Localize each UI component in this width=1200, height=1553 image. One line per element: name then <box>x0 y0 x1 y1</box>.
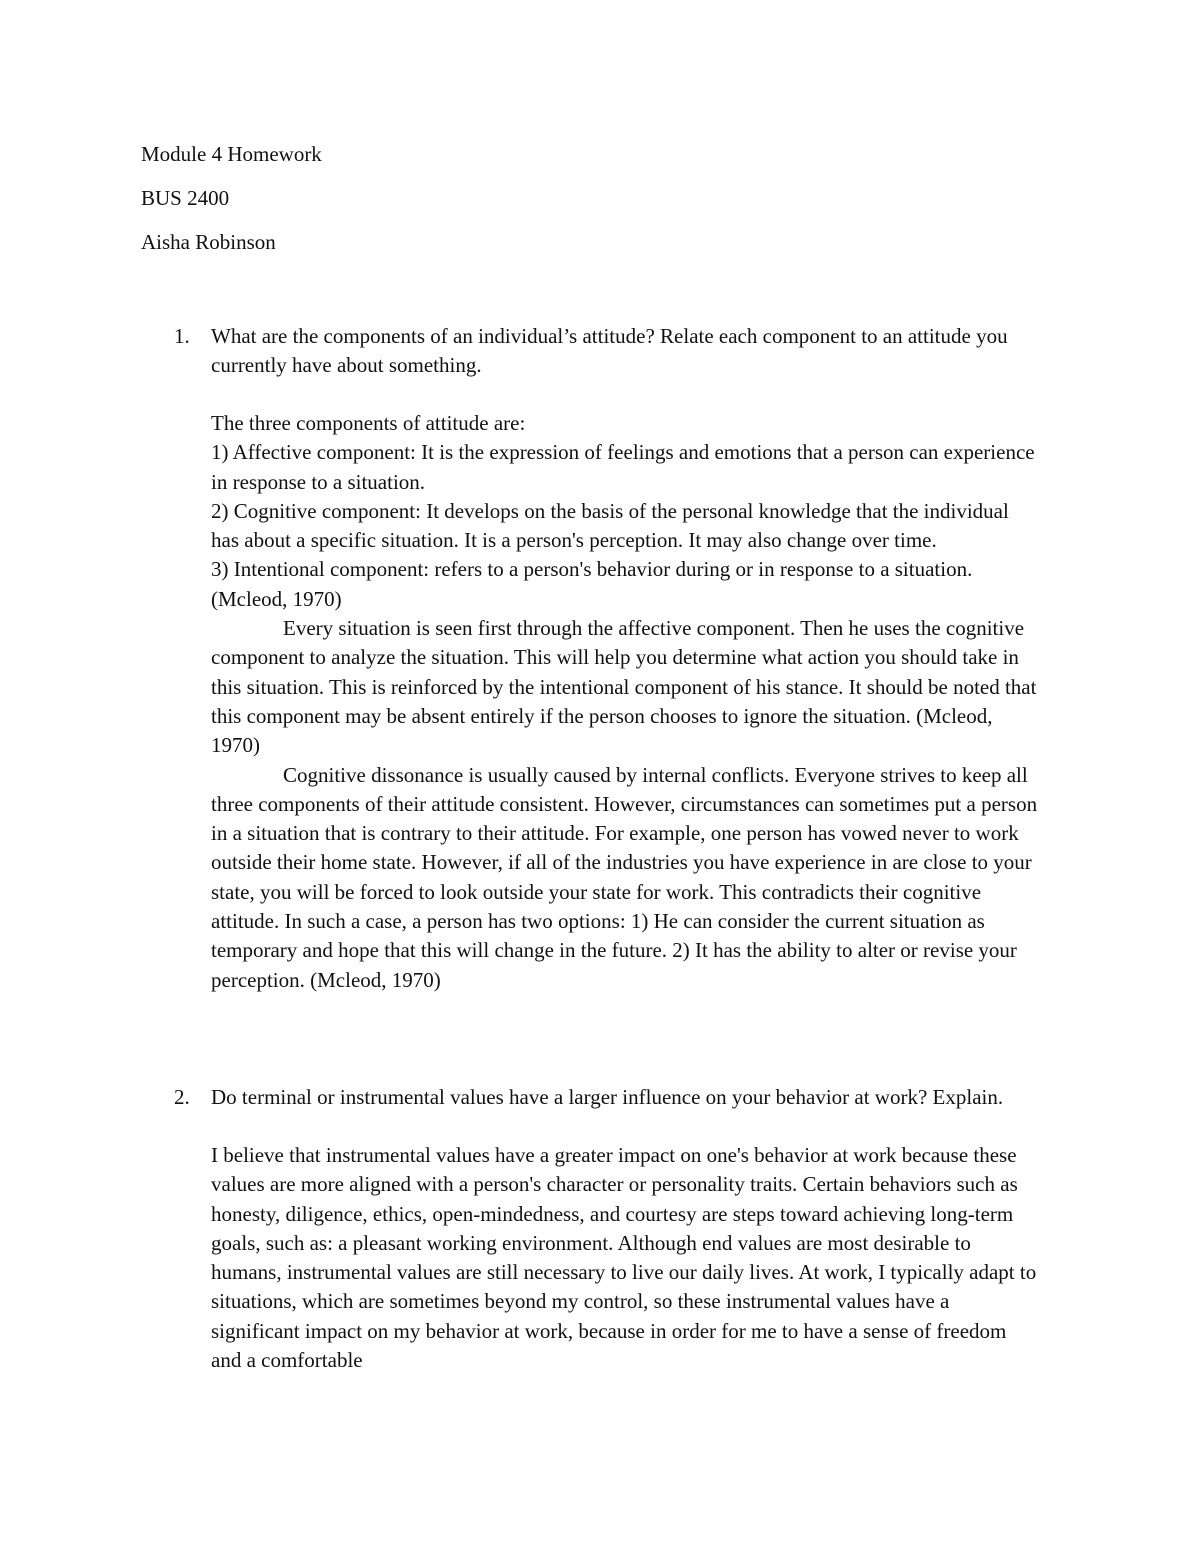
question-number: 2. <box>174 1085 190 1109</box>
question-number: 1. <box>174 324 190 348</box>
answer-paragraph: 1) Affective component: It is the expression of feelings and emotions that a person can experience in response to a situation. <box>211 440 1035 494</box>
question-answer <box>211 409 1041 995</box>
answer-paragraph: 3) Intentional component: refers to a person's behavior during or in response to a situation. (Mcleod, 1970) <box>211 557 973 611</box>
answer-paragraph: I believe that instrumental values have a greater impact on one's behavior at work because these values are more aligned with a person's character or personality traits. Certain behaviors such as honesty, diligence, ethics, open-mindedness, and courtesy are steps toward achieving long-term goals, such as: a pleasant working environment. Although end values are most desirable to humans, instrumental values are still necessary to live our daily lives. At work, I typically adapt to situations, which are sometimes beyond my control, so these instrumental values have a significant impact on my behavior at work, because in order for me to have a sense of freedom and a comfortable <box>211 1143 1037 1373</box>
question-answer <box>211 1141 1041 1375</box>
question-1 <box>141 322 1041 995</box>
answer-paragraph: Every situation is seen first through the affective component. Then he uses the cognitive component to analyze the situation. This will help you determine what action you should take in this situation. This is reinforced by the intentional component of his stance. It should be noted that this component may be absent entirely if the person chooses to ignore the situation. (Mcleod, 1970) <box>211 616 1037 758</box>
answer-paragraph: Cognitive dissonance is usually caused by internal conflicts. Everyone strives to keep all three components of their attitude consistent. However, circumstances can sometimes put a person in a situation that is contrary to their attitude. For example, one person has vowed never to work outside their home state. However, if all of the industries you have experience in are close to your state, you will be forced to look outside your state for work. This contradicts their cognitive attitude. In such a case, a person has two options: 1) He can consider the current situation as temporary and hope that this will change in the future. 2) It has the ability to alter or revise your perception. (Mcleod, 1970) <box>211 762 1038 992</box>
question-prompt: Do terminal or instrumental values have a larger influence on your behavior at work? Explain. <box>211 1085 1004 1109</box>
answer-paragraph: 2) Cognitive component: It develops on the basis of the personal knowledge that the individual has about a specific situation. It is a person's perception. It may also change over time. <box>211 498 1009 553</box>
author-name: Aisha Robinson <box>141 230 276 254</box>
assignment-title: Module 4 Homework <box>141 142 322 166</box>
question-2 <box>141 1083 1041 1375</box>
document-header <box>141 143 322 275</box>
question-prompt: What are the components of an individual’s attitude? Relate each component to an attitude you currently have about something. <box>211 324 1008 377</box>
course-code: BUS 2400 <box>141 186 230 210</box>
answer-paragraph: The three components of attitude are: <box>211 411 526 435</box>
